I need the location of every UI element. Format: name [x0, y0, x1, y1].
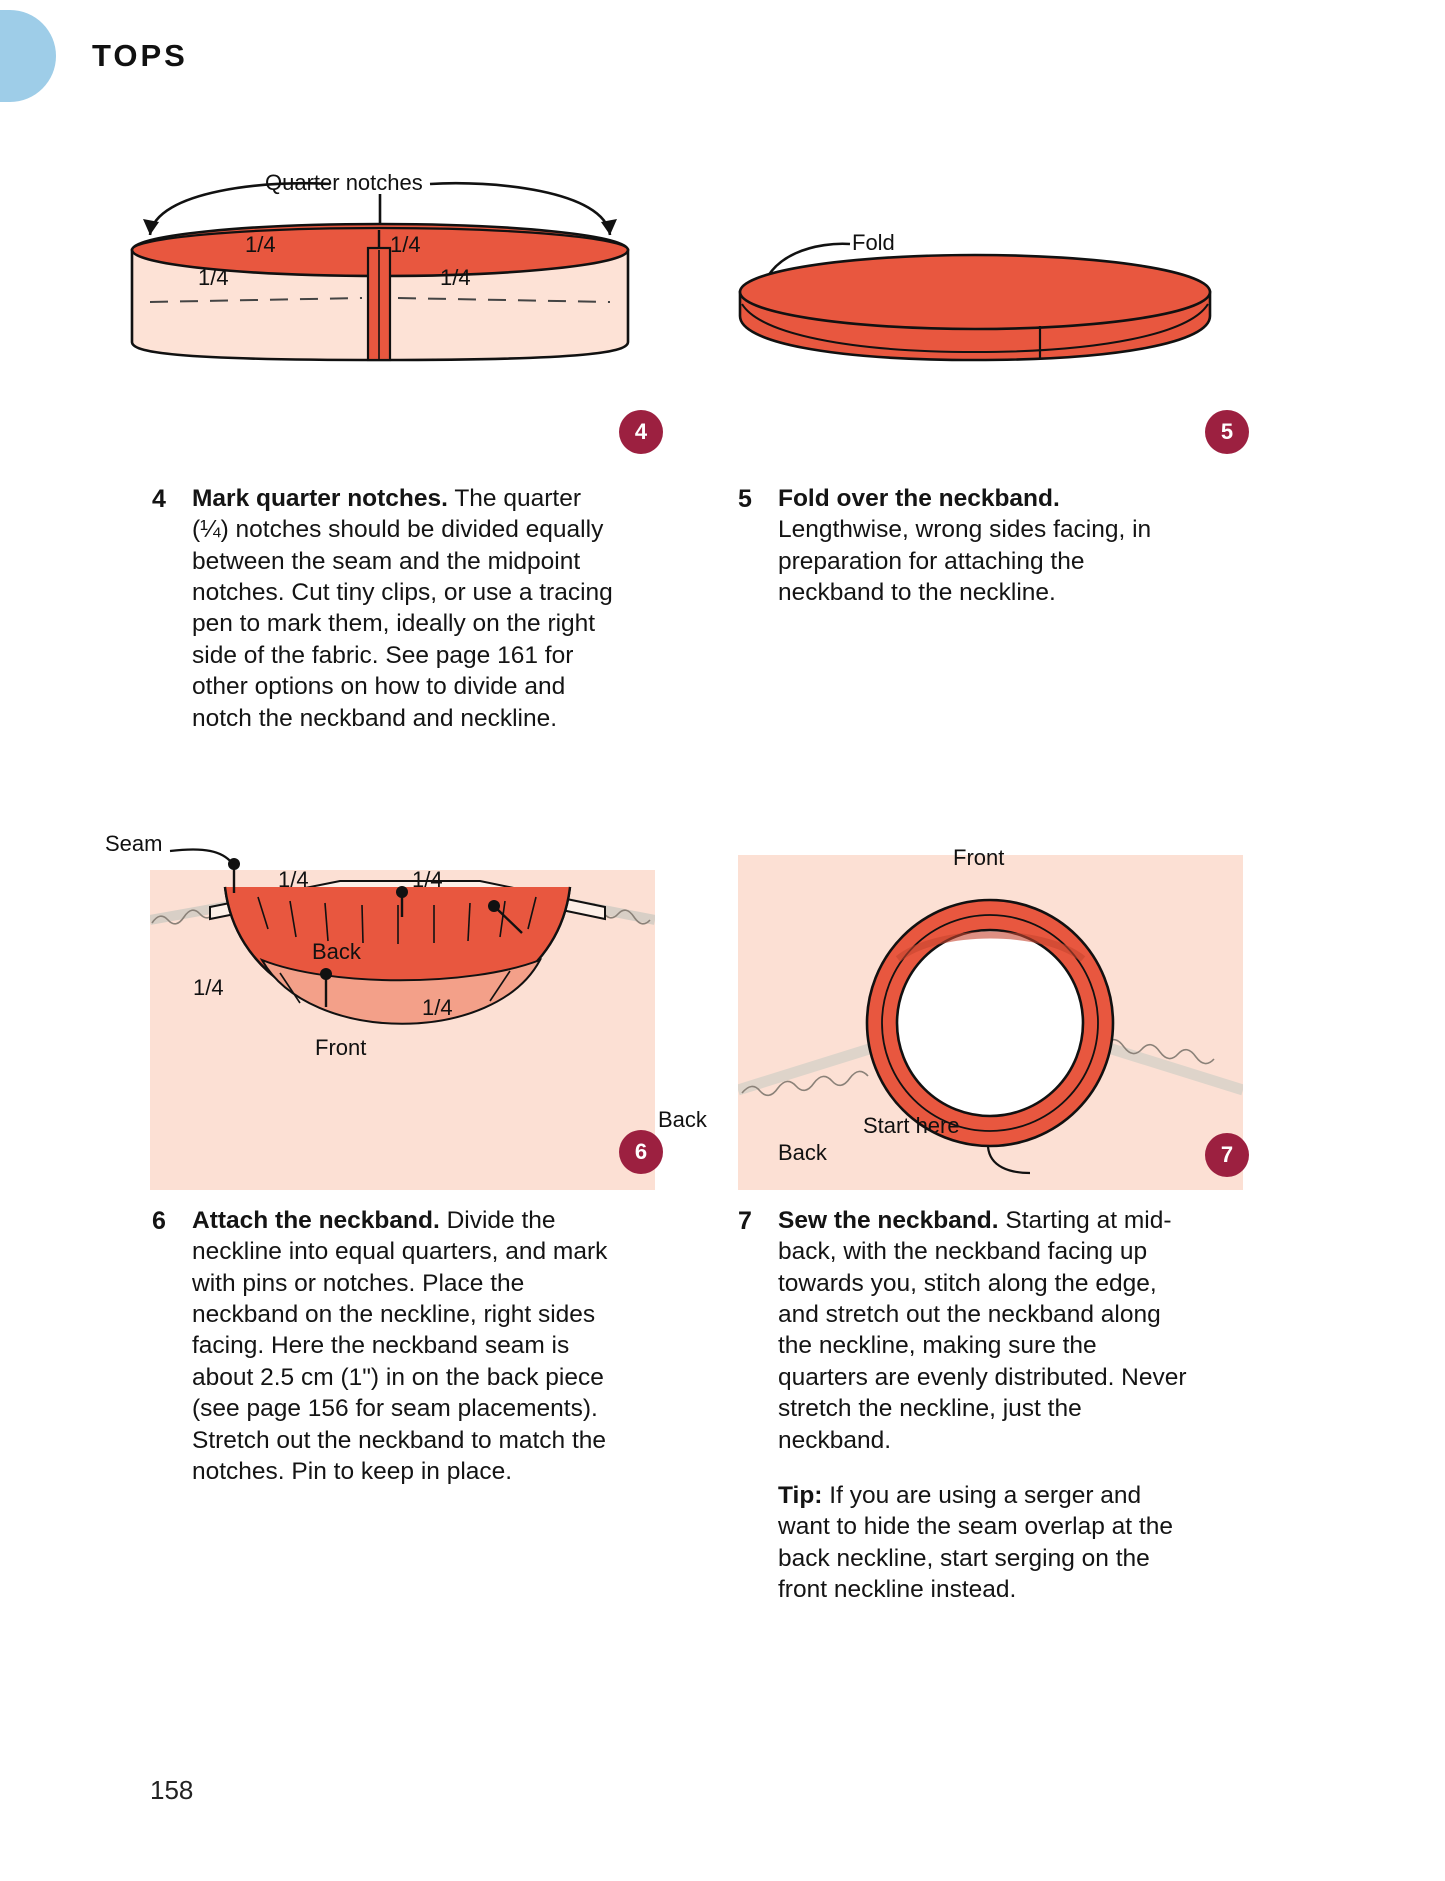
- step-7-tip-text: If you are using a serger and want to hide the seam overlap at the back neckline, start serging on the front neckline instead.: [778, 1481, 1173, 1603]
- label-fig4-quarter-top-right: 1/4: [390, 232, 421, 257]
- label-fig7-start-here: Start here: [863, 1113, 960, 1138]
- label-fig7-back: Back: [658, 1107, 707, 1132]
- step-7-text: Starting at mid-back, with the neckband facing up towards you, stitch along the edge, and stretch out the neckband along the neckline, making sure the quarters are evenly distributed. Never stretch the neckline, just the neckband.: [778, 1207, 1187, 1454]
- step-7-title: Sew the neckband.: [778, 1207, 999, 1234]
- step-badge-7: 7: [1205, 1133, 1249, 1177]
- page-title: TOPS: [92, 38, 188, 73]
- step-6-text: Divide the neckline into equal quarters, and mark with pins or notches. Place the neckband on the neckline, right sides facing. Here the neckband seam is about 2.5 cm (1") in on the back piece (see page 156 for seam placements). Stretch out the neckband to match the notches. Pin to keep in place.: [192, 1207, 608, 1485]
- section-tab-marker: [0, 10, 56, 102]
- step-7-tip: [778, 1480, 1193, 1605]
- step-5-text: Lengthwise, wrong sides facing, in preparation for attaching the neckband to the neckline.: [778, 516, 1152, 607]
- label-fig6-quarter-right: 1/4: [422, 995, 453, 1020]
- step-badge-6: 6: [619, 1130, 663, 1174]
- instruction-step-6: [152, 1205, 622, 1487]
- figure-6-attach-neckband: [105, 831, 655, 1190]
- label-fig6-quarter-top-left: 1/4: [278, 867, 309, 892]
- page-number: 158: [150, 1775, 194, 1805]
- instruction-step-4: [152, 483, 622, 734]
- label-fig7-front: Front: [953, 845, 1005, 870]
- label-seam: Seam: [105, 831, 163, 856]
- step-5-title: Fold over the neckband.: [778, 485, 1060, 512]
- step-4-title: Mark quarter notches.: [192, 485, 448, 512]
- step-6-title: Attach the neckband.: [192, 1207, 440, 1234]
- figure-5-folded-neckband: [730, 230, 1240, 390]
- label-fig7-back-visible: Back: [778, 1140, 827, 1165]
- label-fig4-quarter-bottom-right: 1/4: [440, 265, 471, 290]
- label-fig6-back: Back: [312, 939, 361, 964]
- step-7-number: 7: [738, 1207, 752, 1235]
- label-fig6-front: Front: [315, 1035, 367, 1060]
- step-badge-4: 4: [619, 410, 663, 454]
- figure-4-neckband-quarter-notches: [110, 170, 670, 410]
- step-5-number: 5: [738, 485, 752, 513]
- label-fig4-quarter-bottom-left: 1/4: [198, 265, 229, 290]
- label-fig6-quarter-left: 1/4: [193, 975, 224, 1000]
- step-4-text: The quarter (¼) notches should be divided equally between the seam and the midpoint notches. Cut tiny clips, or use a tracing pen to mark them, ideally on the right side of the fabric. See page 161 for other options on how to divide and notch the neckband and neckline.: [192, 485, 613, 732]
- step-badge-5: 5: [1205, 410, 1249, 454]
- label-quarter-notches: Quarter notches: [265, 170, 423, 195]
- label-fig6-quarter-top-right: 1/4: [412, 867, 443, 892]
- label-fold: Fold: [852, 230, 895, 255]
- step-7-tip-label: Tip:: [778, 1481, 823, 1509]
- instruction-step-5: [738, 483, 1178, 608]
- step-6-number: 6: [152, 1207, 166, 1235]
- label-fig4-quarter-top-left: 1/4: [245, 232, 276, 257]
- instruction-step-7: [738, 1205, 1193, 1605]
- step-4-number: 4: [152, 485, 166, 513]
